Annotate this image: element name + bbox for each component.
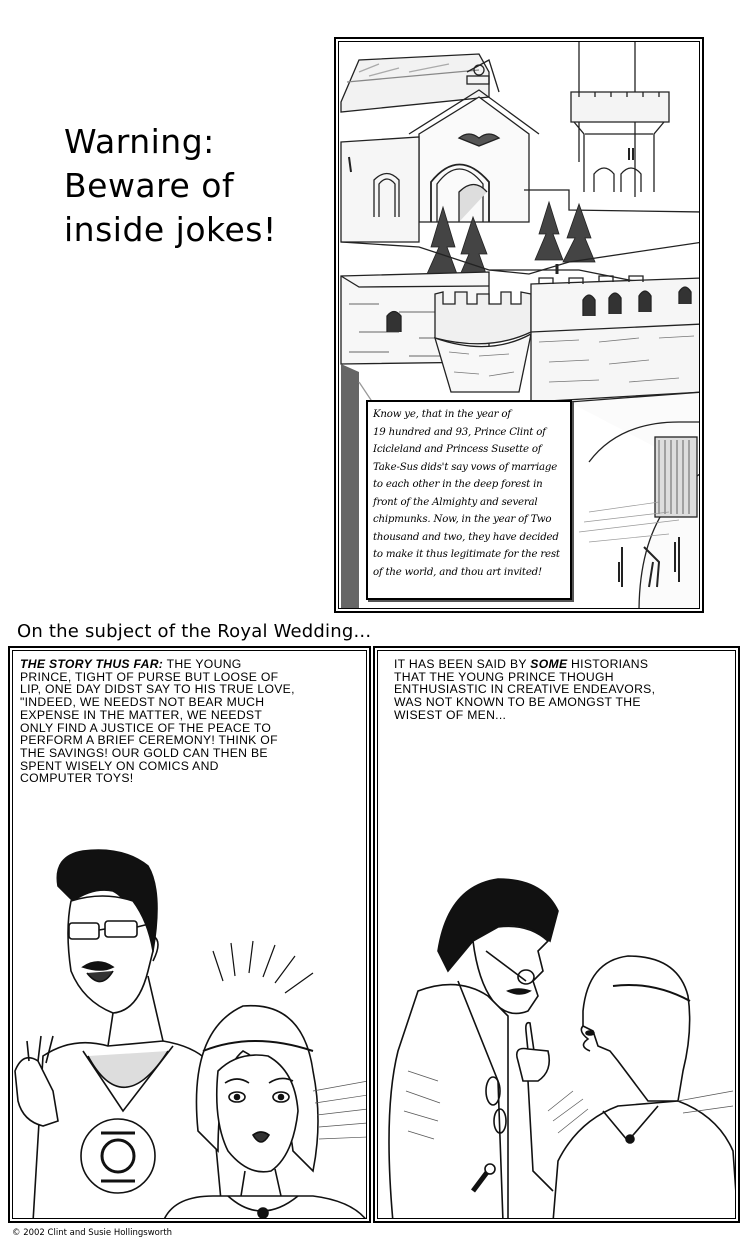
narration-line: PRINCE, TIGHT OF PURSE BUT LOOSE OF [20,669,279,684]
narration-line: COMPUTER TOYS! [20,771,134,786]
prince-princess-illustration [13,651,367,1219]
caption-line: Know ye, that in the year of [373,409,511,420]
castle-panel [334,37,704,613]
narration-text: HISTORIANS [567,657,649,671]
narration-line: WAS NOT KNOWN TO BE AMONGST THE [394,695,641,710]
narration-line: THAT THE YOUNG PRINCE THOUGH [394,669,614,684]
narration-lead: THE STORY THUS FAR: [20,657,164,671]
caption-line: Icicleland and Princess Susette of [373,444,542,455]
caption-line: front of the Almighty and several [373,496,538,508]
narration-line: ONLY FIND A JUSTICE OF THE PEACE TO [20,720,272,735]
narration-line: WISEST OF MEN... [394,707,507,722]
narration-line: "INDEED, WE NEEDST NOT BEAR MUCH [20,695,265,710]
narration-line: PERFORM A BRIEF CEREMONY! THINK OF [20,733,278,748]
warning-line: Warning: [64,122,215,161]
caption-box [366,400,572,600]
story-panel-left [8,646,371,1223]
caption-line: to make it thus legitimate for the rest [373,549,560,560]
subject-heading: On the subject of the Royal Wedding... [17,621,372,642]
warning-heading [64,120,314,252]
narration-emphasis: SOME [530,657,568,671]
narration-line: ENTHUSIASTIC IN CREATIVE ENDEAVORS, [394,682,656,697]
caption-line: Take-Sus dids't say vows of marriage [373,461,558,473]
narration-line: THE SAVINGS! OUR GOLD CAN THEN BE [20,745,268,760]
caption-line: to each other in the deep forest in [373,479,543,490]
narration-text: IT HAS BEEN SAID BY [394,657,531,671]
caption-line: of the world, and thou art invited! [373,566,542,578]
narration-line: LIP, ONE DAY DIDST SAY TO HIS TRUE LOVE, [20,682,295,697]
finger-wag-illustration [378,651,736,1219]
narration-line: EXPENSE IN THE MATTER, WE NEEDST [20,707,263,722]
narration-line: SPENT WISELY ON COMICS AND [20,758,219,773]
caption-line: chipmunks. Now, in the year of Two [373,514,552,525]
warning-line: inside jokes! [64,210,277,249]
warning-line: Beware of [64,166,235,205]
caption-text [373,406,566,581]
story-panel-right [373,646,740,1223]
caption-line: 19 hundred and 93, Prince Clint of [373,426,546,438]
copyright-notice: © 2002 Clint and Susie Hollingsworth [12,1228,173,1238]
caption-line: thousand and two, they have decided [373,531,559,543]
narration-text: THE YOUNG [163,657,242,671]
